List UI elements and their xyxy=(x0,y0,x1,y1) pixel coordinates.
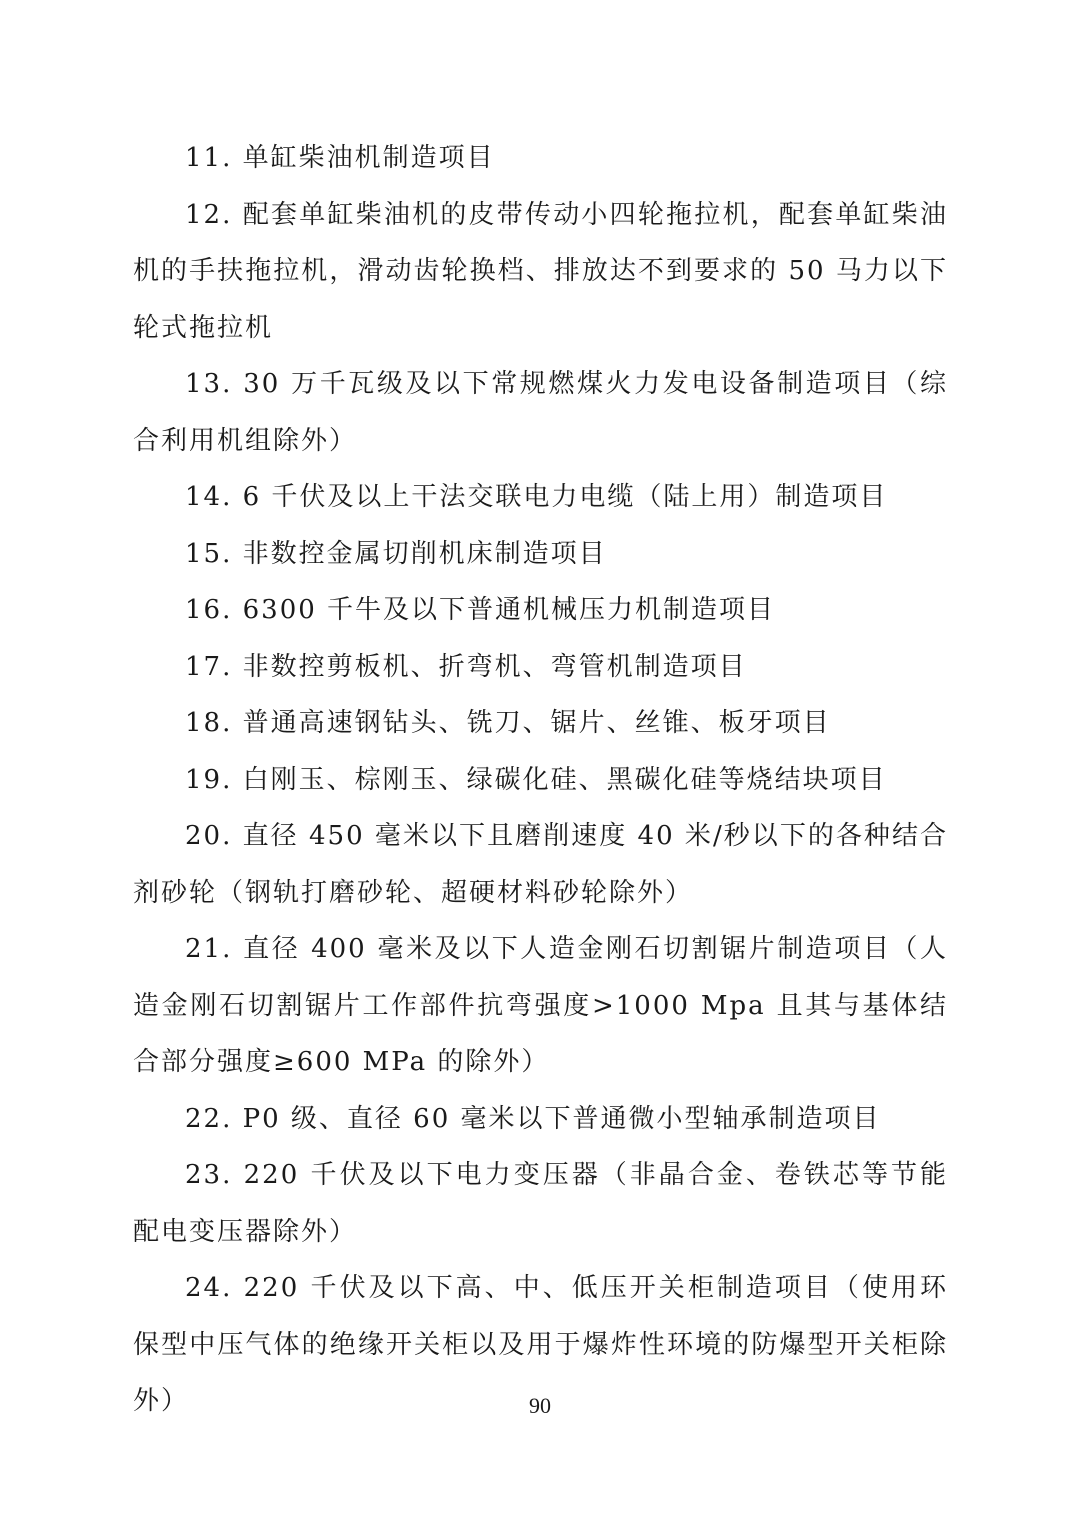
list-item-15: 15. 非数控金属切削机床制造项目 xyxy=(185,538,607,569)
list-item-16: 16. 6300 千牛及以下普通机械压力机制造项目 xyxy=(185,595,776,625)
page-number: 90 xyxy=(529,1393,551,1418)
list-item-11: 11. 单缸柴油机制造项目 xyxy=(185,143,495,173)
list-item-22: 22. P0 级、直径 60 毫米以下普通微小型轴承制造项目 xyxy=(185,1103,881,1134)
list-item-21: 21. 直径 400 毫米及以下人造金刚石切割锯片制造项目（人造金刚石切割锯片工作部件抗弯强度>1000 Mpa 且其与基体结合部分强度≥600 MPa 的除外） xyxy=(133,934,948,1077)
list-item-17: 17. 非数控剪板机、折弯机、弯管机制造项目 xyxy=(185,651,747,682)
list-item-12: 12. 配套单缸柴油机的皮带传动小四轮拖拉机，配套单缸柴油机的手扶拖拉机，滑动齿轮换档、排放达不到要求的 50 马力以下轮式拖拉机 xyxy=(133,199,948,343)
list-item-23: 23. 220 千伏及以下电力变压器（非晶合金、卷铁芯等节能配电变压器除外） xyxy=(133,1160,948,1247)
list-item-18: 18. 普通高速钢钻头、铣刀、锯片、丝锥、板牙项目 xyxy=(185,708,831,738)
item-list xyxy=(133,130,948,1430)
list-item-13: 13. 30 万千瓦级及以下常规燃煤火力发电设备制造项目（综合利用机组除外） xyxy=(133,369,948,456)
list-item-20: 20. 直径 450 毫米以下且磨削速度 40 米/秒以下的各种结合剂砂轮（钢轨打磨砂轮、超硬材料砂轮除外） xyxy=(133,821,948,908)
list-item-14: 14. 6 千伏及以上干法交联电力电缆（陆上用）制造项目 xyxy=(185,482,888,512)
list-item-19: 19. 白刚玉、棕刚玉、绿碳化硅、黑碳化硅等烧结块项目 xyxy=(185,764,887,795)
list-item-24: 24. 220 千伏及以下高、中、低压开关柜制造项目（使用环保型中压气体的绝缘开关柜以及用于爆炸性环境的防爆型开关柜除外） xyxy=(133,1273,948,1416)
